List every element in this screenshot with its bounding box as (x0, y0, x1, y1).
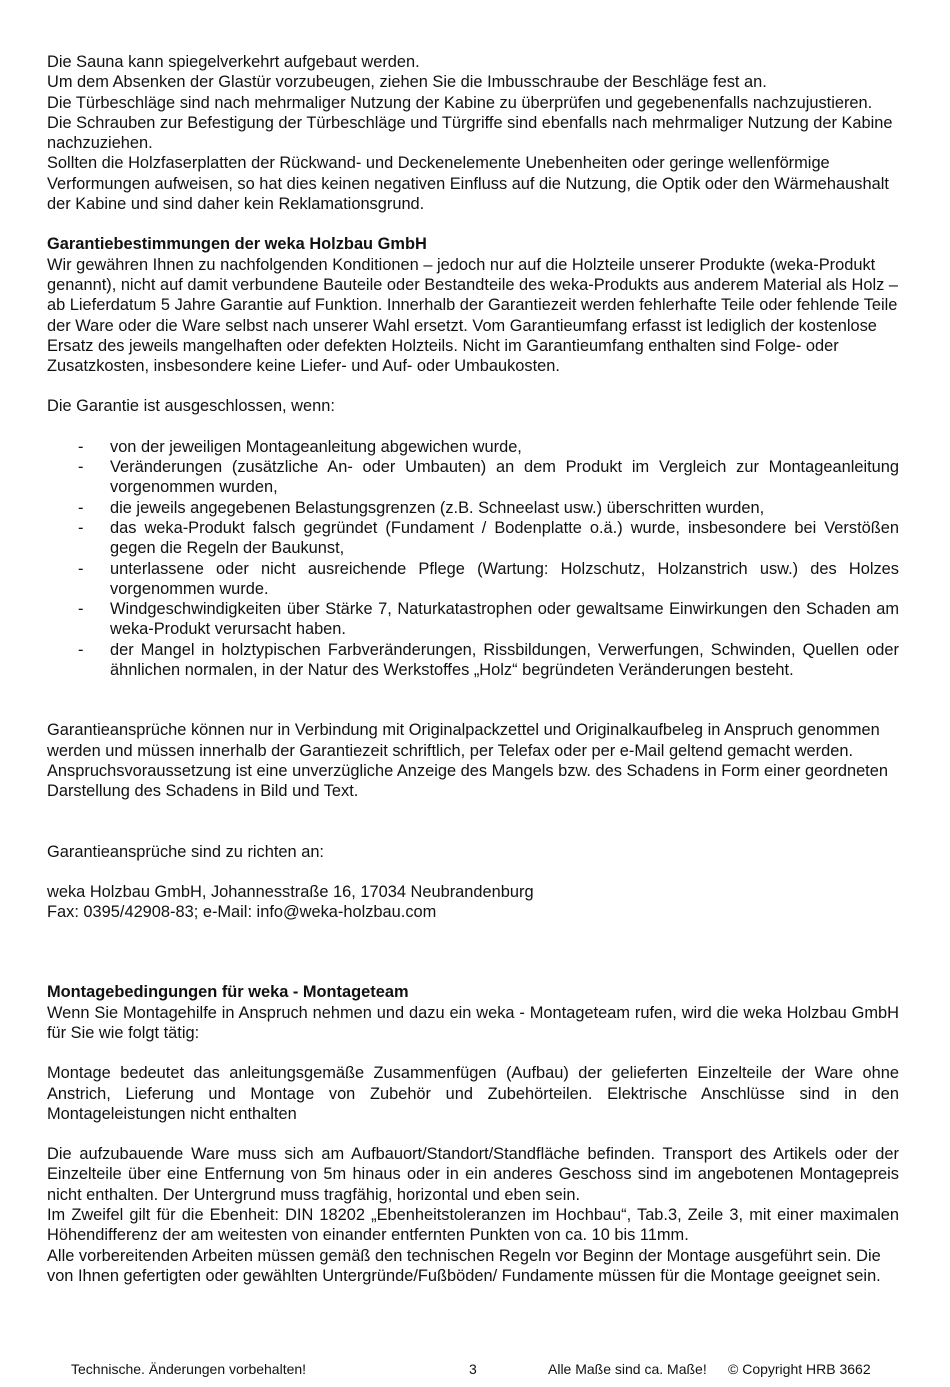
intro-section (47, 52, 899, 214)
bullet-dash: - (78, 437, 84, 456)
list-item: - der Mangel in holztypischen Farbveränderungen, Rissbildungen, Verwerfungen, Schwinden, Quellen oder ähnlichen normalen, in der Natur des Werkstoffes „Holz“ begründeten Veränderungen besteht. (78, 640, 899, 680)
page-footer (0, 1360, 950, 1380)
address-intro: Garantieansprüche sind zu richten an: (47, 842, 324, 861)
guarantee-heading: Garantiebestimmungen der weka Holzbau GmbH (47, 235, 427, 254)
list-item: - das weka-Produkt falsch gegründet (Fundament / Bodenplatte o.ä.) wurde, insbesondere bei Verstößen gegen die Regeln der Baukunst, (78, 518, 899, 558)
intro-line-fiberboard: Sollten die Holzfaserplatten der Rückwand- und Deckenelemente Unebenheiten oder geringe wellenförmige Verformungen aufweisen, so hat dies keinen negativen Einfluss auf die Nutzung, die Optik oder den Wärmehaushalt der Kabine und sind daher kein Reklamationsgrund. (47, 154, 889, 214)
list-item: - Veränderungen (zusätzliche An- oder Umbauten) an dem Produkt im Vergleich zur Montageanleitung vorgenommen wurden, (78, 458, 899, 497)
list-item: - von der jeweiligen Montageanleitung abgewichen wurde, (78, 437, 522, 456)
bullet-dash: - (78, 518, 84, 537)
guarantee-section (47, 234, 899, 922)
page-number: 3 (469, 1361, 477, 1377)
assembly-preparation: Alle vorbereitenden Arbeiten müssen gemäß den technischen Regeln vor Beginn der Montage ausgeführt sein. Die von Ihnen gefertigten oder gewählten Untergründe/Fußböden/ Fundamente müssen für die Montage geeignet sein. (47, 1246, 881, 1285)
bullet-dash: - (78, 559, 84, 578)
footer-disclaimer: Technische. Änderungen vorbehalten! (71, 1361, 307, 1377)
intro-line-glass-door: Um dem Absenken der Glastür vorzubeugen, ziehen Sie die Imbusschraube der Beschläge fest an. (47, 73, 767, 92)
bullet-dash: - (78, 498, 84, 517)
intro-line-mirror: Die Sauna kann spiegelverkehrt aufgebaut werden. (47, 53, 420, 71)
list-item: - die jeweils angegebenen Belastungsgrenzen (z.B. Schneelast usw.) überschritten wurden, (78, 498, 765, 517)
bullet-dash: - (78, 600, 84, 619)
assembly-evenness: Im Zweifel gilt für die Ebenheit: DIN 18202 „Ebenheitstoleranzen im Hochbau“, Tab.3, Zeile 3, mit einer maximalen Höhendifferenz der am weitesten von einander entfernten Punkten von ca. 10 bis 11mm. (47, 1206, 899, 1245)
assembly-site: Die aufzubauende Ware muss sich am Aufbauort/Standort/Standfläche befinden. Transport des Artikels oder der Einzelteile über eine Entfernung von 5m hinaus oder in ein anderes Geschoss sind im angebotenen Montagepreis nicht enthalten. Der Untergrund muss tragfähig, horizontal und eben sein. (47, 1145, 899, 1204)
footer-copyright: © Copyright HRB 3662 (728, 1361, 871, 1377)
guarantee-body: Wir gewähren Ihnen zu nachfolgenden Konditionen – jedoch nur auf die Holzteile unserer Produkte (weka-Produkt genannt), nicht auf damit verbundene Bauteile oder Bestandteile des weka-Produkts aus anderem Material als Holz – ab Lieferdatum 5 Jahre Garantie auf Funktion. Innerhalb der Garantiezeit werden fehlerhafte Teile oder fehlende Teile der Ware oder die Ware selbst nach unserer Wahl ersetzt. Vom Garantieumfang erfasst ist lediglich der kostenlose Ersatz des jeweils mangelhaften oder defekten Holzteils. Nicht im Garantieumfang enthalten sind Folge- oder Zusatzkosten, insbesondere keine Liefer- und Auf- oder Umbaukosten. (47, 255, 898, 376)
company-address: weka Holzbau GmbH, Johannesstraße 16, 17034 Neubrandenburg (47, 882, 534, 901)
assembly-heading: Montagebedingungen für weka - Montageteam (47, 983, 409, 1002)
exclusion-intro: Die Garantie ist ausgeschlossen, wenn: (47, 397, 335, 416)
intro-line-door-fittings: Die Türbeschläge sind nach mehrmaliger Nutzung der Kabine zu überprüfen und gegebenenfalls nachzujustieren. Die Schrauben zur Befestigung der Türbeschläge und Türgriffe sind ebenfalls nach mehrmaliger Nutzung der Kabine nachzuziehen. (47, 93, 893, 153)
bullet-dash: - (78, 458, 84, 477)
assembly-definition: Montage bedeutet das anleitungsgemäße Zusammenfügen (Aufbau) der gelieferten Einzelteile der Ware ohne Anstrich, Lieferung und Montage von Zubehör und Zubehörteilen. Elektrische Anschlüsse sind in den Montageleistungen nicht enthalten (47, 1064, 899, 1123)
guarantee-claims: Garantieansprüche können nur in Verbindung mit Originalpackzettel und Originalkaufbeleg in Anspruch genommen werden und müssen innerhalb der Garantiezeit schriftlich, per Telefax oder per e-Mail geltend gemacht werden. Anspruchsvoraussetzung ist eine unverzügliche Anzeige des Mangels bzw. des Schadens in Form einer geordneten Darstellung des Schadens in Bild und Text. (47, 721, 888, 801)
list-item: - Windgeschwindigkeiten über Stärke 7, Naturkatastrophen oder gewaltsame Einwirkungen den Schaden am weka-Produkt verursacht haben. (78, 600, 899, 639)
bullet-dash: - (78, 640, 84, 659)
exclusion-list (47, 437, 899, 681)
list-item: - unterlassene oder nicht ausreichende Pflege (Wartung: Holzschutz, Holzanstrich usw.) des Holzes vorgenommen wurde. (78, 559, 899, 598)
company-contact: Fax: 0395/42908-83; e-Mail: info@weka-holzbau.com (47, 903, 437, 922)
assembly-intro: Wenn Sie Montagehilfe in Anspruch nehmen und dazu ein weka - Montageteam rufen, wird die weka Holzbau GmbH für Sie wie folgt tätig: (47, 1003, 899, 1042)
assembly-section (47, 982, 899, 1286)
footer-dimensions-note: Alle Maße sind ca. Maße! (548, 1361, 707, 1377)
document-page (47, 52, 899, 1286)
